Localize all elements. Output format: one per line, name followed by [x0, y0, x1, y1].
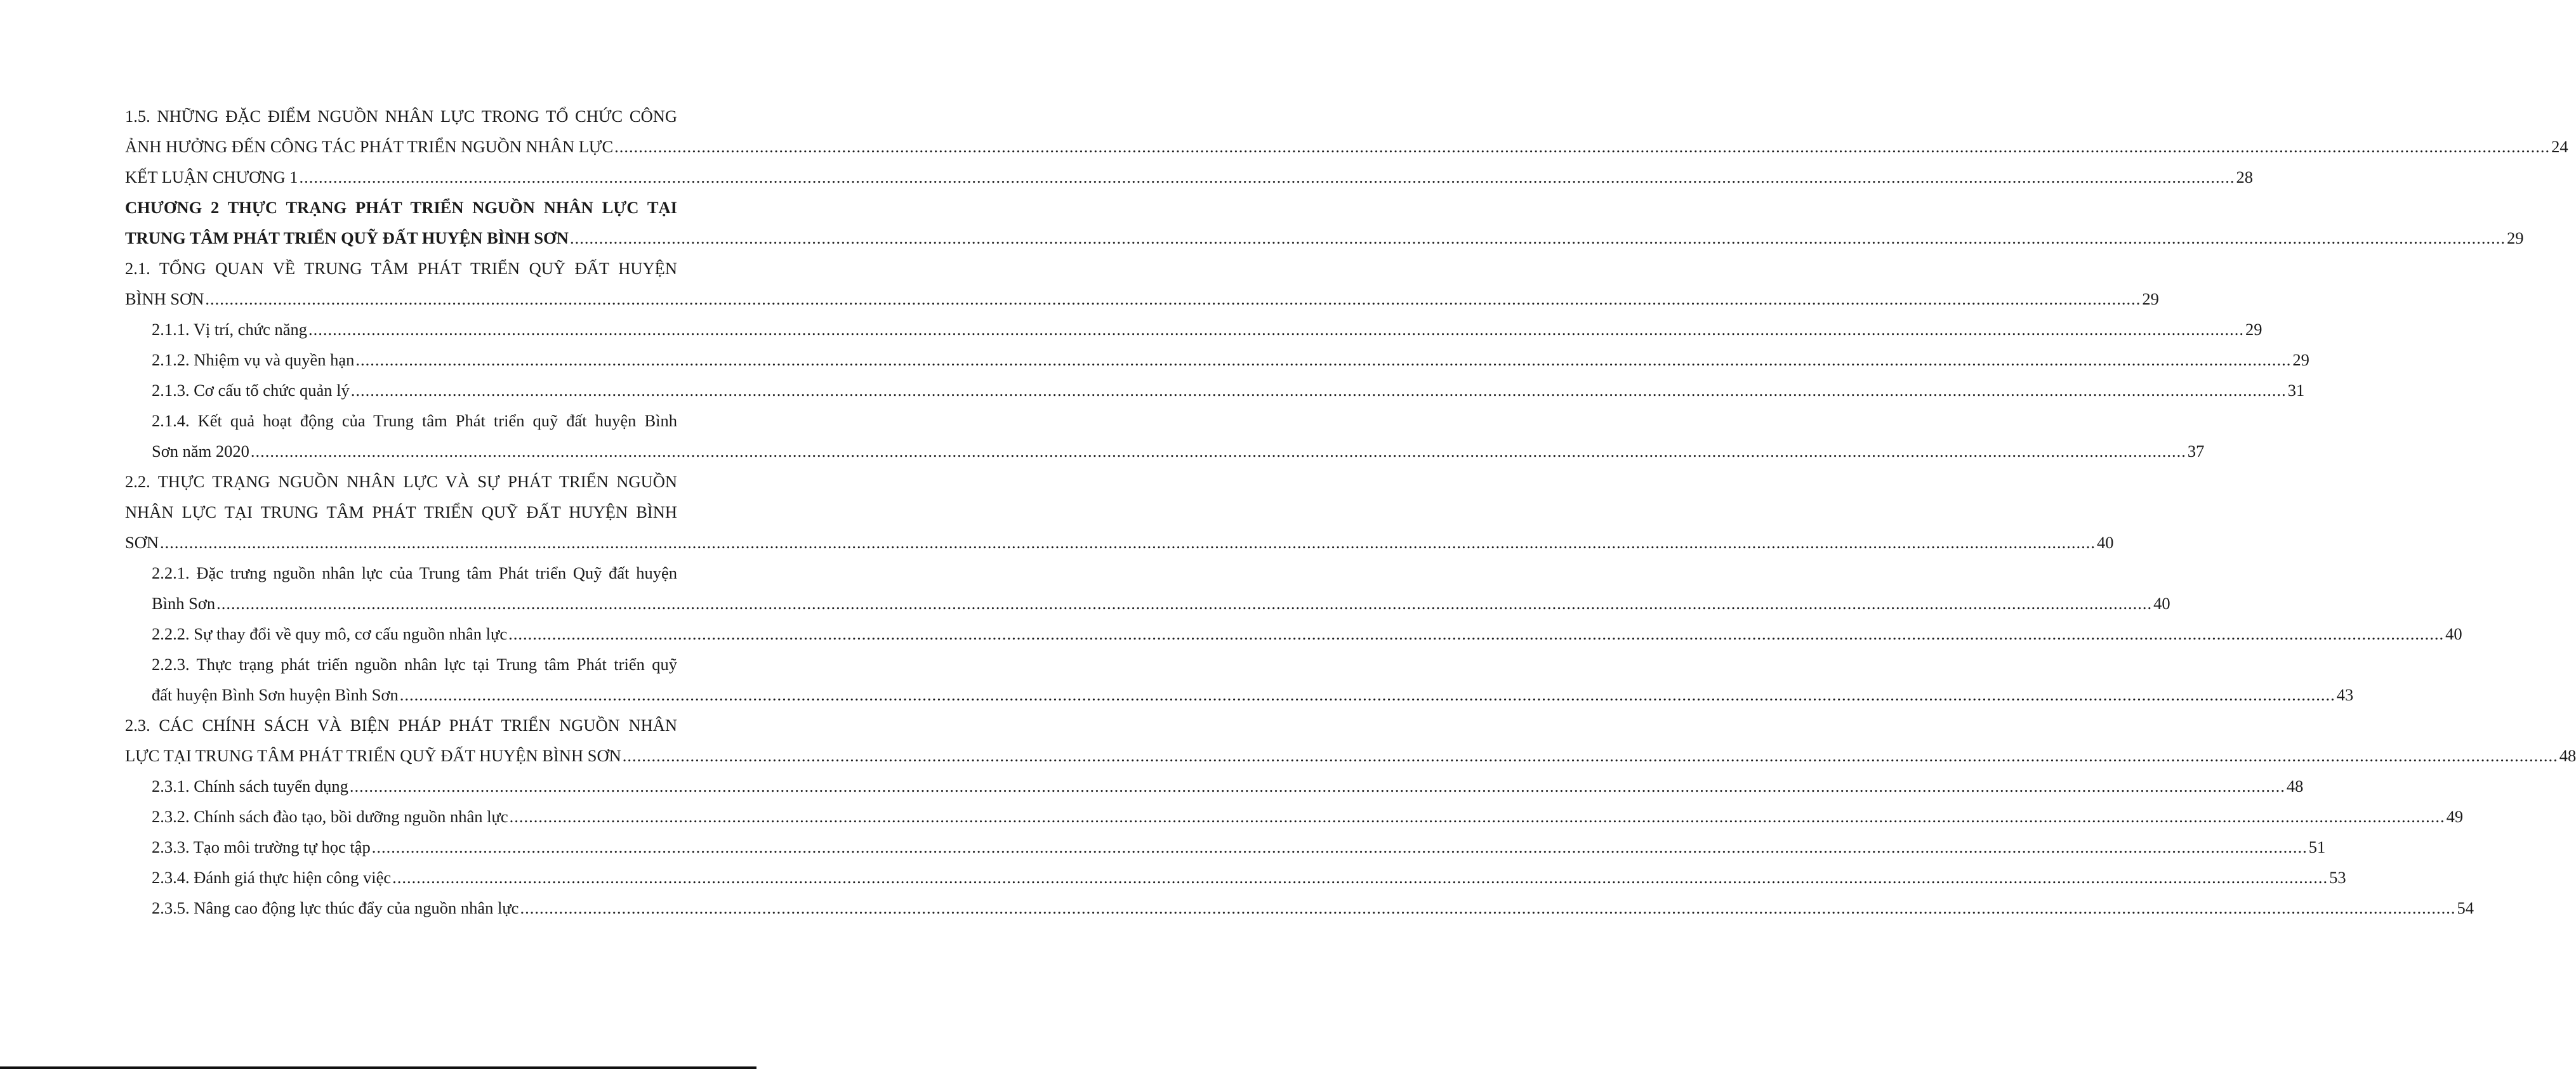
dot-leader: ................................................................................................................................................................................................................................................................................................................................................................................................................: [350, 381, 2287, 400]
toc-entry-title: TRUNG TÂM PHÁT TRIỂN QUỸ ĐẤT HUYỆN BÌNH SƠN: [125, 228, 569, 247]
toc-entry-final-line: [152, 771, 2304, 801]
toc-page-number: 54: [2457, 898, 2474, 917]
toc-entry-final-line: [152, 314, 2262, 344]
toc-entry-2-3-4: [152, 862, 2346, 893]
dot-leader: ................................................................................................................................................................................................................................................................................................................................................................................................................: [160, 533, 2096, 552]
toc-entry-final-line: [152, 862, 2346, 893]
toc-entry-title-line: 2.1.4. Kết quả hoạt động của Trung tâm Phát triển quỹ đất huyện Bình: [152, 411, 677, 430]
toc-entry-title: 2.3.2. Chính sách đào tạo, bồi dưỡng nguồn nhân lực: [152, 807, 508, 826]
toc-entry-title-line: 2.2.3. Thực trạng phát triển nguồn nhân lực tại Trung tâm Phát triển quỹ: [152, 655, 677, 674]
toc-page-number: 40: [2445, 624, 2462, 643]
toc-entry-final-line: [152, 344, 2309, 375]
toc-page-number: 48: [2559, 746, 2576, 765]
toc-page-number: 29: [2142, 289, 2159, 308]
toc-entry-title: 2.3.4. Đánh giá thực hiện công việc: [152, 868, 392, 887]
dot-leader: ................................................................................................................................................................................................................................................................................................................................................................................................................: [371, 837, 2308, 856]
toc-entry-title: BÌNH SƠN: [125, 289, 204, 308]
toc-page-number: 51: [2308, 837, 2326, 856]
toc-entry-title: 2.3.5. Nâng cao động lực thúc đẩy của nguồn nhân lực: [152, 898, 519, 917]
toc-entry-final-line: [152, 375, 2305, 405]
dot-leader: ................................................................................................................................................................................................................................................................................................................................................................................................................: [509, 807, 2445, 826]
toc-entry-final-line: [152, 436, 2205, 466]
toc-entry-2-1-1: [152, 314, 2262, 344]
toc-entry-2-1-4: [152, 405, 2205, 466]
toc-entry-final-line: [125, 284, 2159, 314]
toc-entry-2-2-2: [152, 619, 2462, 649]
toc-entry-2-3-1: [152, 771, 2304, 801]
toc-page-number: 53: [2329, 868, 2346, 887]
toc-entry-1-5: [125, 101, 2568, 162]
toc-entry-title: đất huyện Bình Sơn huyện Bình Sơn: [152, 685, 399, 704]
dot-leader: ................................................................................................................................................................................................................................................................................................................................................................................................................: [308, 320, 2244, 339]
dot-leader: ................................................................................................................................................................................................................................................................................................................................................................................................................: [508, 624, 2445, 643]
toc-page-number: 40: [2097, 533, 2114, 552]
toc-entry-final-line: [152, 679, 2354, 710]
toc-entry-final-line: [152, 619, 2462, 649]
toc-page-number: 28: [2236, 167, 2254, 187]
toc-entry-title: 2.2.2. Sự thay đổi về quy mô, cơ cấu nguồn nhân lực: [152, 624, 508, 643]
toc-entry-final-line: [152, 832, 2326, 862]
toc-entry-title-line: 2.1. TỔNG QUAN VỀ TRUNG TÂM PHÁT TRIỂN QUỸ ĐẤT HUYỆN: [125, 259, 677, 278]
toc-page-number: 31: [2287, 381, 2305, 400]
toc-entry-title-line: 2.2.1. Đặc trưng nguồn nhân lực của Trung tâm Phát triển Quỹ đất huyện: [152, 563, 677, 582]
dot-leader: ................................................................................................................................................................................................................................................................................................................................................................................................................: [569, 228, 2506, 247]
toc-entry-title-line: 2.3. CÁC CHÍNH SÁCH VÀ BIỆN PHÁP PHÁT TRIỂN NGUỒN NHÂN: [125, 716, 677, 735]
toc-entry-2-2-1: [152, 558, 2170, 619]
toc-page-number: 37: [2187, 442, 2205, 461]
toc-entry-2-2-3: [152, 649, 2354, 710]
toc-entry-final-line: [152, 801, 2464, 832]
table-of-contents: [125, 101, 2576, 923]
toc-entry-final-line: [125, 223, 2524, 253]
toc-entry-title-line: CHƯƠNG 2 THỰC TRẠNG PHÁT TRIỂN NGUỒN NHÂN LỰC TẠI: [125, 198, 677, 217]
dot-leader: ................................................................................................................................................................................................................................................................................................................................................................................................................: [216, 594, 2153, 613]
toc-page-number: 24: [2551, 137, 2568, 156]
toc-entry-2-1-3: [152, 375, 2305, 405]
toc-entry-2-3-3: [152, 832, 2326, 862]
toc-entry-2-3: [125, 710, 2576, 771]
toc-entry-title: 2.3.1. Chính sách tuyển dụng: [152, 777, 348, 796]
toc-entry-title: SƠN: [125, 533, 159, 552]
toc-entry-final-line: [125, 740, 2576, 771]
toc-entry-title: 2.1.3. Cơ cấu tổ chức quản lý: [152, 381, 350, 400]
toc-page-number: 29: [2292, 350, 2309, 369]
toc-entry-final-line: [125, 162, 2254, 192]
toc-page-number: 29: [2506, 228, 2524, 247]
toc-entry-title: Bình Sơn: [152, 594, 216, 613]
toc-entry-chuong-2: [125, 192, 2524, 253]
toc-page-number: 49: [2446, 807, 2464, 826]
toc-entry-title: LỰC TẠI TRUNG TÂM PHÁT TRIỂN QUỸ ĐẤT HUYỆN BÌNH SƠN: [125, 746, 621, 765]
toc-entry-final-line: [125, 131, 2568, 162]
dot-leader: ................................................................................................................................................................................................................................................................................................................................................................................................................: [520, 898, 2456, 917]
dot-leader: ................................................................................................................................................................................................................................................................................................................................................................................................................: [614, 137, 2551, 156]
dot-leader: ................................................................................................................................................................................................................................................................................................................................................................................................................: [399, 685, 2335, 704]
toc-entry-title: Sơn năm 2020: [152, 442, 249, 461]
toc-entry-2-3-5: [152, 893, 2474, 923]
dot-leader: ................................................................................................................................................................................................................................................................................................................................................................................................................: [250, 442, 2186, 461]
dot-leader: ................................................................................................................................................................................................................................................................................................................................................................................................................: [392, 868, 2328, 887]
toc-entry-final-line: [152, 893, 2474, 923]
toc-entry-title-line: 1.5. NHỮNG ĐẶC ĐIỂM NGUỒN NHÂN LỰC TRONG TỔ CHỨC CÔNG: [125, 107, 677, 126]
toc-entry-title: KẾT LUẬN CHƯƠNG 1: [125, 167, 298, 187]
toc-entry-2-3-2: [152, 801, 2464, 832]
toc-page-number: 43: [2336, 685, 2354, 704]
toc-page-number: 40: [2153, 594, 2170, 613]
toc-entry-2-1: [125, 253, 2159, 314]
dot-leader: ................................................................................................................................................................................................................................................................................................................................................................................................................: [622, 746, 2558, 765]
dot-leader: ................................................................................................................................................................................................................................................................................................................................................................................................................: [205, 289, 2141, 308]
dot-leader: ................................................................................................................................................................................................................................................................................................................................................................................................................: [355, 350, 2292, 369]
toc-entry-title: 2.1.1. Vị trí, chức năng: [152, 320, 307, 339]
page-bottom-rule: [0, 1066, 756, 1069]
toc-entry-2-1-2: [152, 344, 2309, 375]
dot-leader: ................................................................................................................................................................................................................................................................................................................................................................................................................: [299, 167, 2235, 187]
toc-entry-title-line: NHÂN LỰC TẠI TRUNG TÂM PHÁT TRIỂN QUỸ ĐẤT HUYỆN BÌNH: [125, 502, 677, 521]
dot-leader: ................................................................................................................................................................................................................................................................................................................................................................................................................: [349, 777, 2285, 796]
toc-entry-ket-luan-1: [125, 162, 2254, 192]
toc-entry-title: 2.1.2. Nhiệm vụ và quyền hạn: [152, 350, 355, 369]
toc-entry-title: 2.3.3. Tạo môi trường tự học tập: [152, 837, 371, 856]
toc-entry-title: ẢNH HƯỞNG ĐẾN CÔNG TÁC PHÁT TRIỂN NGUỒN NHÂN LỰC: [125, 137, 614, 156]
toc-page-number: 48: [2286, 777, 2304, 796]
toc-entry-2-2: [125, 466, 2114, 558]
toc-entry-title-line: 2.2. THỰC TRẠNG NGUỒN NHÂN LỰC VÀ SỰ PHÁT TRIỂN NGUỒN: [125, 472, 677, 491]
toc-entry-final-line: [125, 527, 2114, 558]
toc-page-number: 29: [2245, 320, 2262, 339]
toc-entry-final-line: [152, 588, 2170, 619]
